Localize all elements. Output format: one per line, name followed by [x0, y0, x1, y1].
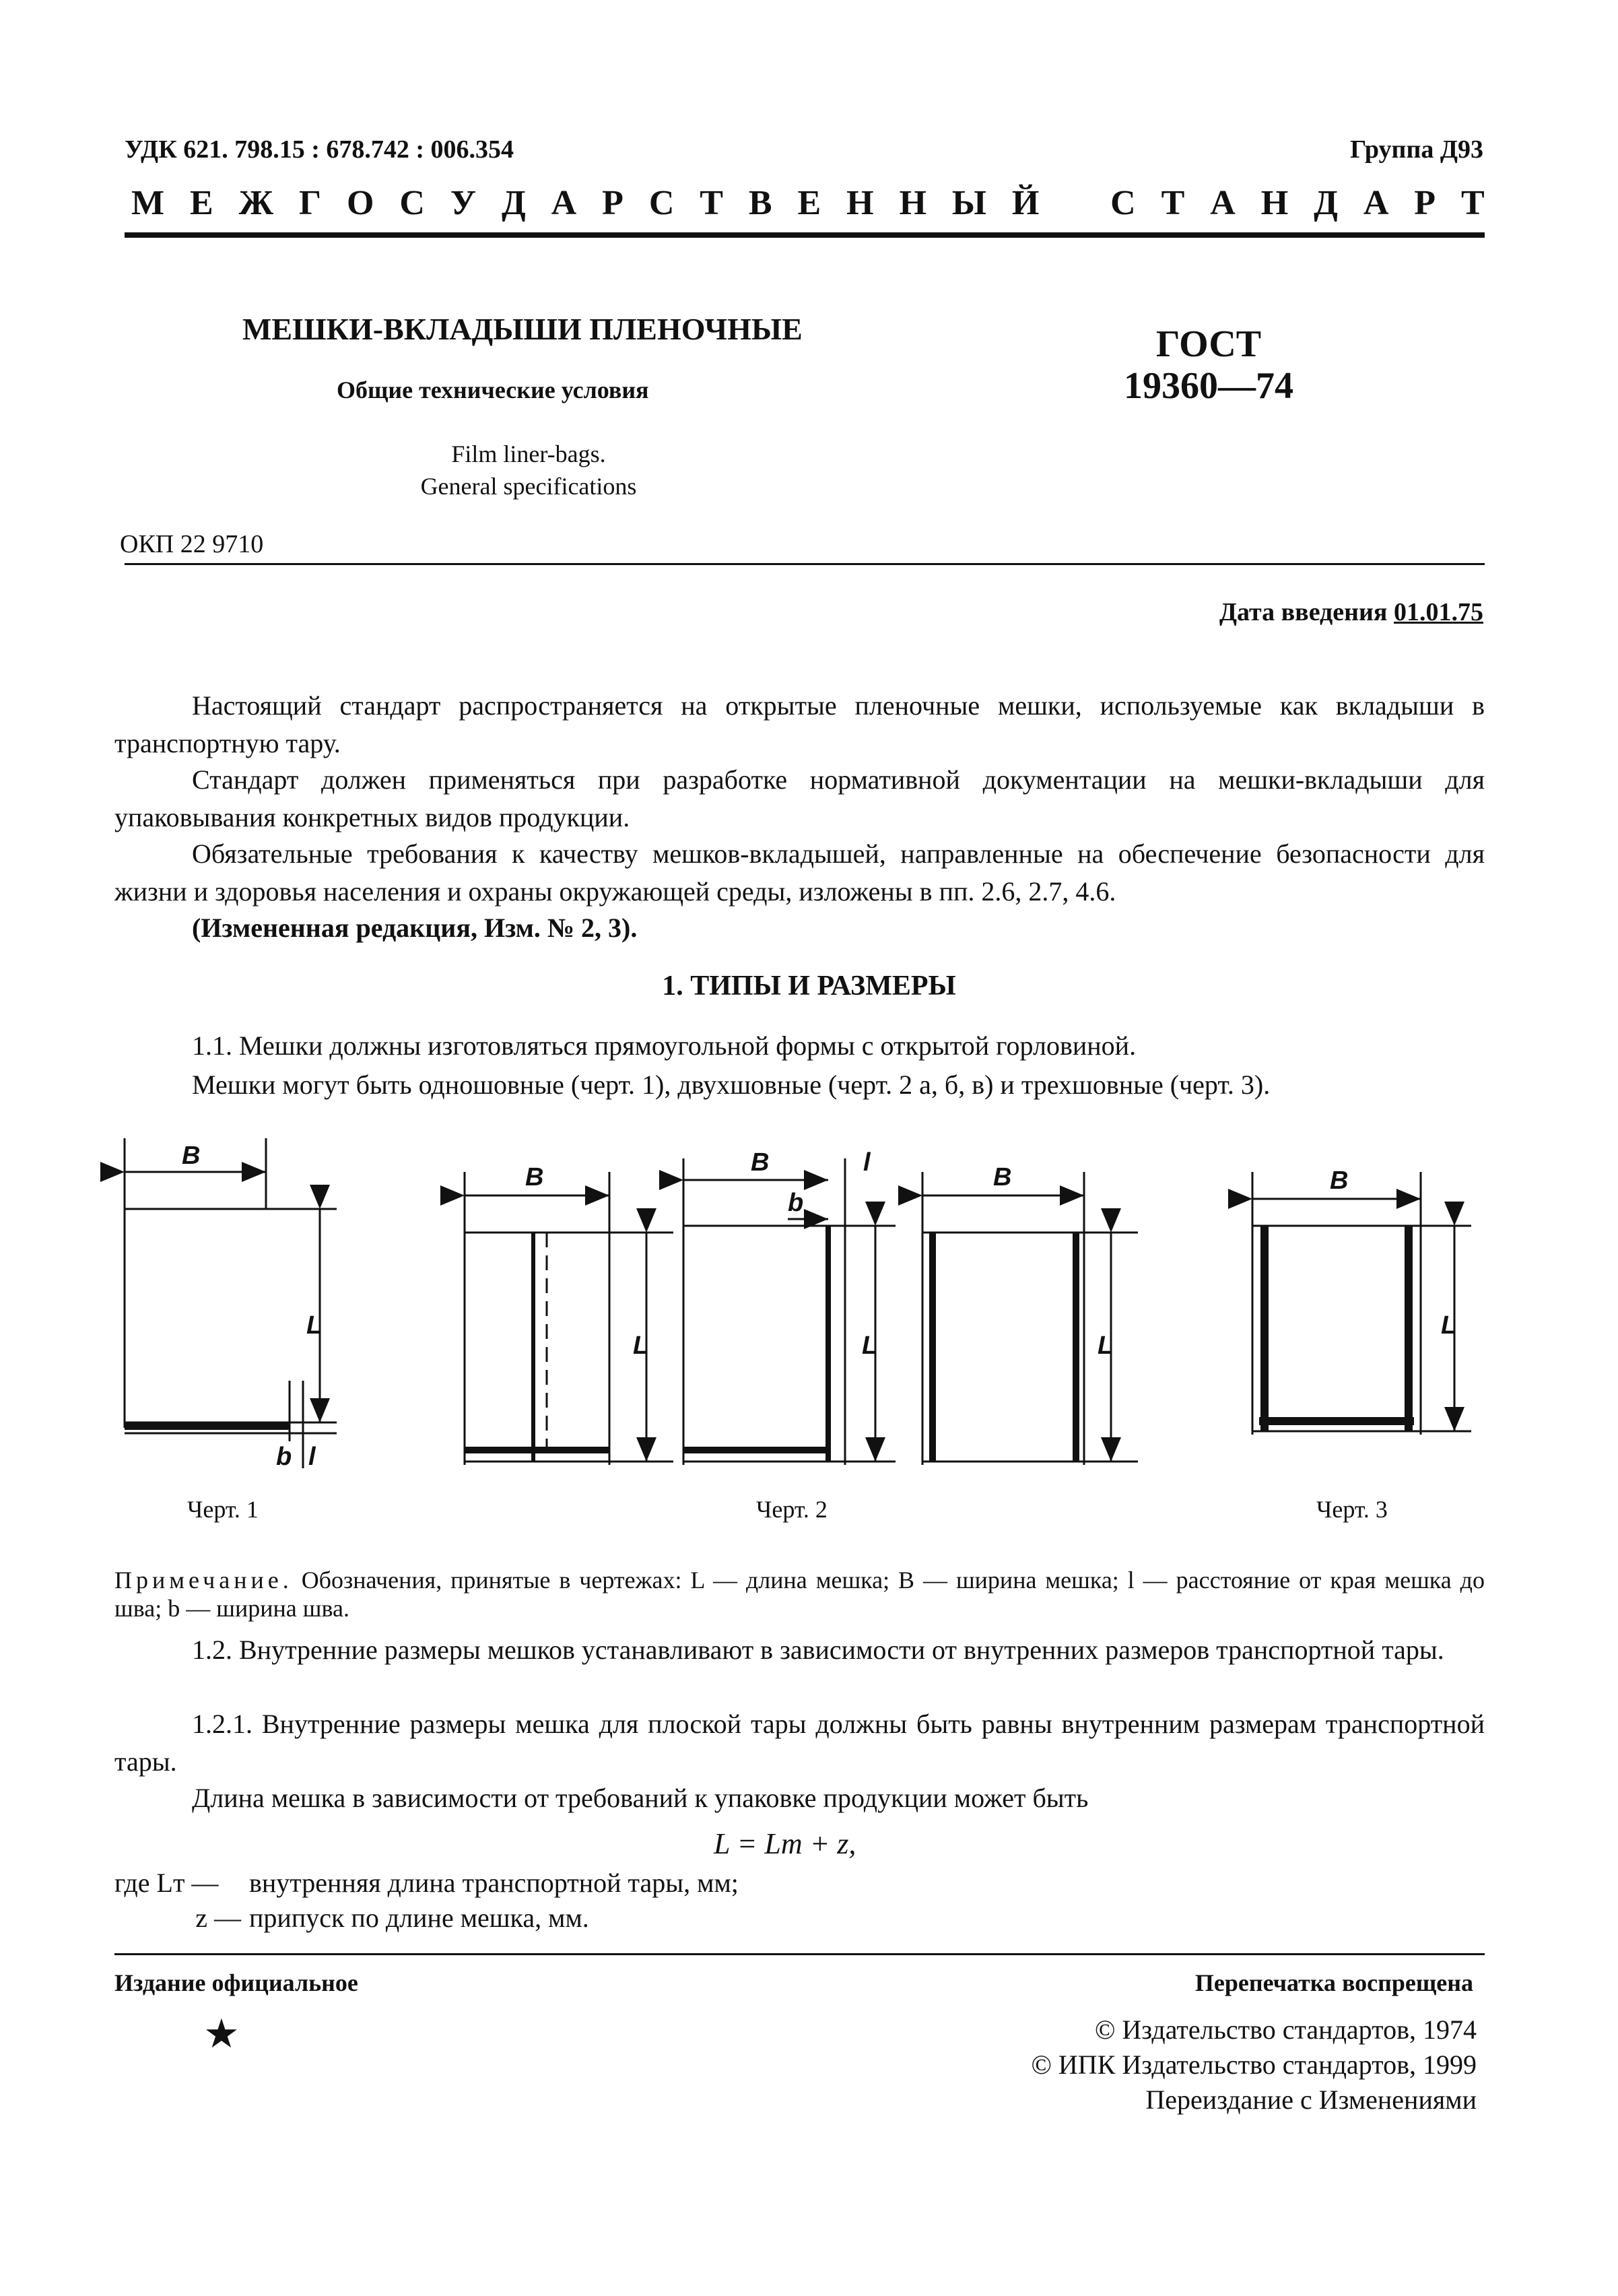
- clause-1-1: 1.1. Мешки должны изготовляться прямоугольной формы с открытой горловиной.: [192, 1030, 1137, 1061]
- section-heading: 1. ТИПЫ И РАЗМЕРЫ: [662, 971, 956, 1002]
- where-Lt: [114, 1866, 739, 1901]
- clause-1-2: 1.2. Внутренние размеры мешков устанавливают в зависимости от внутренних размеров транспортной тары.: [192, 1635, 1444, 1665]
- group-code: Группа Д93: [1350, 135, 1483, 164]
- where-Lt-symbol: где Lт —: [114, 1868, 219, 1898]
- banner-letter: Р: [602, 184, 623, 222]
- document-subtitle: Общие технические условия: [337, 376, 649, 403]
- drawing-note: [114, 1566, 1485, 1622]
- drawing-2a: [465, 1172, 673, 1465]
- clause-1-1-types: Мешки могут быть одношовные (черт. 1), двухшовные (черт. 2 а, б, в) и трехшовные (черт. 3).: [192, 1070, 1271, 1100]
- drawing-1: [125, 1138, 337, 1468]
- drawing-3: [1252, 1172, 1471, 1435]
- where-z: [114, 1901, 589, 1936]
- banner-letter: А: [1210, 184, 1236, 222]
- english-title: [377, 438, 680, 502]
- banner-letter: С: [648, 184, 675, 222]
- header-rule: [125, 232, 1485, 238]
- date-value: 01.01.75: [1394, 598, 1483, 626]
- banner-letter: Ж: [238, 184, 274, 222]
- banner-letter: Ы: [951, 184, 986, 222]
- okp-code: ОКП 22 9710: [120, 530, 264, 558]
- drawing1-label-b: b: [276, 1443, 292, 1471]
- where-z-text: припуск по длине мешка, мм.: [249, 1903, 589, 1933]
- banner-letter: В: [748, 184, 772, 222]
- length-formula: L = Lт + z,: [714, 1827, 856, 1860]
- banner-letter: Н: [846, 184, 874, 222]
- banner-letter: С: [1110, 184, 1136, 222]
- banner-letter: У: [450, 184, 477, 222]
- banner-letter: Д: [501, 184, 526, 222]
- interstate-standard-banner: [131, 183, 1485, 223]
- banner-letter: Г: [298, 184, 322, 222]
- document-title: МЕШКИ-ВКЛАДЫШИ ПЛЕНОЧНЫЕ: [242, 312, 803, 346]
- english-title-line1: Film liner-bags.: [451, 440, 606, 467]
- intro-paragraph-3: Обязательные требования к качеству мешков-вкладышей, направленные на обеспечение безопасности для жизни и здоровья населения и охраны окружающей среды, изложены в пп. 2.6, 2.7, 4.6.: [114, 839, 1485, 907]
- drawing2a-label-L: L: [633, 1332, 649, 1360]
- banner-letter: Н: [899, 184, 926, 222]
- banner-letter: Е: [190, 184, 213, 222]
- banner-letter: А: [1363, 184, 1389, 222]
- publisher-1999: © ИПК Издательство стандартов, 1999: [1031, 2049, 1477, 2080]
- drawing2c-label-B: В: [993, 1163, 1012, 1191]
- title-rule: [125, 563, 1485, 565]
- gost-number: 19360—74: [1124, 365, 1293, 407]
- banner-letter: А: [551, 184, 577, 222]
- banner-letter: Й: [1011, 184, 1040, 222]
- gost-label: ГОСТ: [1155, 323, 1262, 365]
- banner-letter: [1065, 183, 1085, 223]
- note-lead: Примечание.: [114, 1567, 293, 1594]
- drawing2c-label-L: L: [1098, 1332, 1114, 1360]
- drawing3-label-B: В: [1330, 1167, 1349, 1195]
- banner-letter: О: [346, 184, 374, 222]
- banner-letter: Р: [1414, 184, 1436, 222]
- banner-letter: Н: [1260, 184, 1289, 222]
- english-title-line2: General specifications: [420, 473, 637, 500]
- drawing2b-label-b: b: [788, 1189, 804, 1217]
- drawing-1-caption: Черт. 1: [187, 1496, 259, 1523]
- intro-paragraph-1: Настоящий стандарт распространяется на открытые пленочные мешки, используемые как вкладыши в транспортную тару.: [114, 690, 1485, 758]
- drawing2a-label-B: В: [525, 1163, 544, 1191]
- banner-letter: С: [399, 184, 425, 222]
- udk-code: УДК 621. 798.15 : 678.742 : 006.354: [125, 135, 514, 164]
- drawing2b-label-B: В: [751, 1148, 770, 1177]
- date-label: Дата введения: [1219, 598, 1388, 626]
- where-z-symbol: z —: [195, 1903, 241, 1933]
- drawing2b-label-L: L: [862, 1332, 878, 1360]
- drawing3-label-L: L: [1441, 1311, 1457, 1340]
- bag-length-text: Длина мешка в зависимости от требований к упаковке продукции может быть: [192, 1783, 1089, 1813]
- drawing2b-label-l: l: [863, 1148, 871, 1177]
- publisher-1974: © Издательство стандартов, 1974: [1094, 2014, 1477, 2045]
- drawing-2c: [922, 1172, 1138, 1465]
- clause-1-2-1: 1.2.1. Внутренние размеры мешка для плоской тары должны быть равны внутренним размерам транспортной тары.: [114, 1709, 1485, 1777]
- gost-designation: [1118, 323, 1300, 407]
- drawing-3-caption: Черт. 3: [1316, 1496, 1388, 1523]
- banner-letter: Е: [797, 184, 821, 222]
- drawing1-label-l: l: [308, 1443, 316, 1471]
- introduction-date: [1219, 597, 1483, 627]
- banner-letter: Т: [1161, 184, 1185, 222]
- amendment-note: (Измененная редакция, Изм. № 2, 3).: [192, 913, 638, 943]
- footer-rule: [114, 1953, 1485, 1955]
- drawing1-label-L: L: [306, 1311, 323, 1340]
- where-Lt-text: внутренняя длина транспортной тары, мм;: [249, 1868, 739, 1898]
- drawing1-label-B: В: [182, 1142, 201, 1170]
- drawing-2-caption: Черт. 2: [756, 1496, 828, 1523]
- reissue-note: Переиздание с Изменениями: [1145, 2085, 1477, 2115]
- bag-drawings: [0, 1131, 1618, 1536]
- banner-letter: М: [131, 184, 165, 222]
- official-edition: Издание официальное: [114, 1969, 358, 1996]
- intro-paragraph-2: Стандарт должен применяться при разработке нормативной документации на мешки-вкладыши для упаковывания конкретных видов продукции.: [114, 764, 1485, 832]
- star-icon: ★: [203, 2012, 240, 2056]
- banner-letter: Т: [700, 184, 723, 222]
- banner-letter: Т: [1460, 184, 1485, 222]
- note-text: Обозначения, принятые в чертежах: L — длина мешка; В — ширина мешка; l — расстояние от края мешка до шва; b — ширина шва.: [114, 1567, 1485, 1622]
- banner-letter: Д: [1314, 184, 1338, 222]
- reprint-prohibited: Перепечатка воспрещена: [1194, 1969, 1473, 1996]
